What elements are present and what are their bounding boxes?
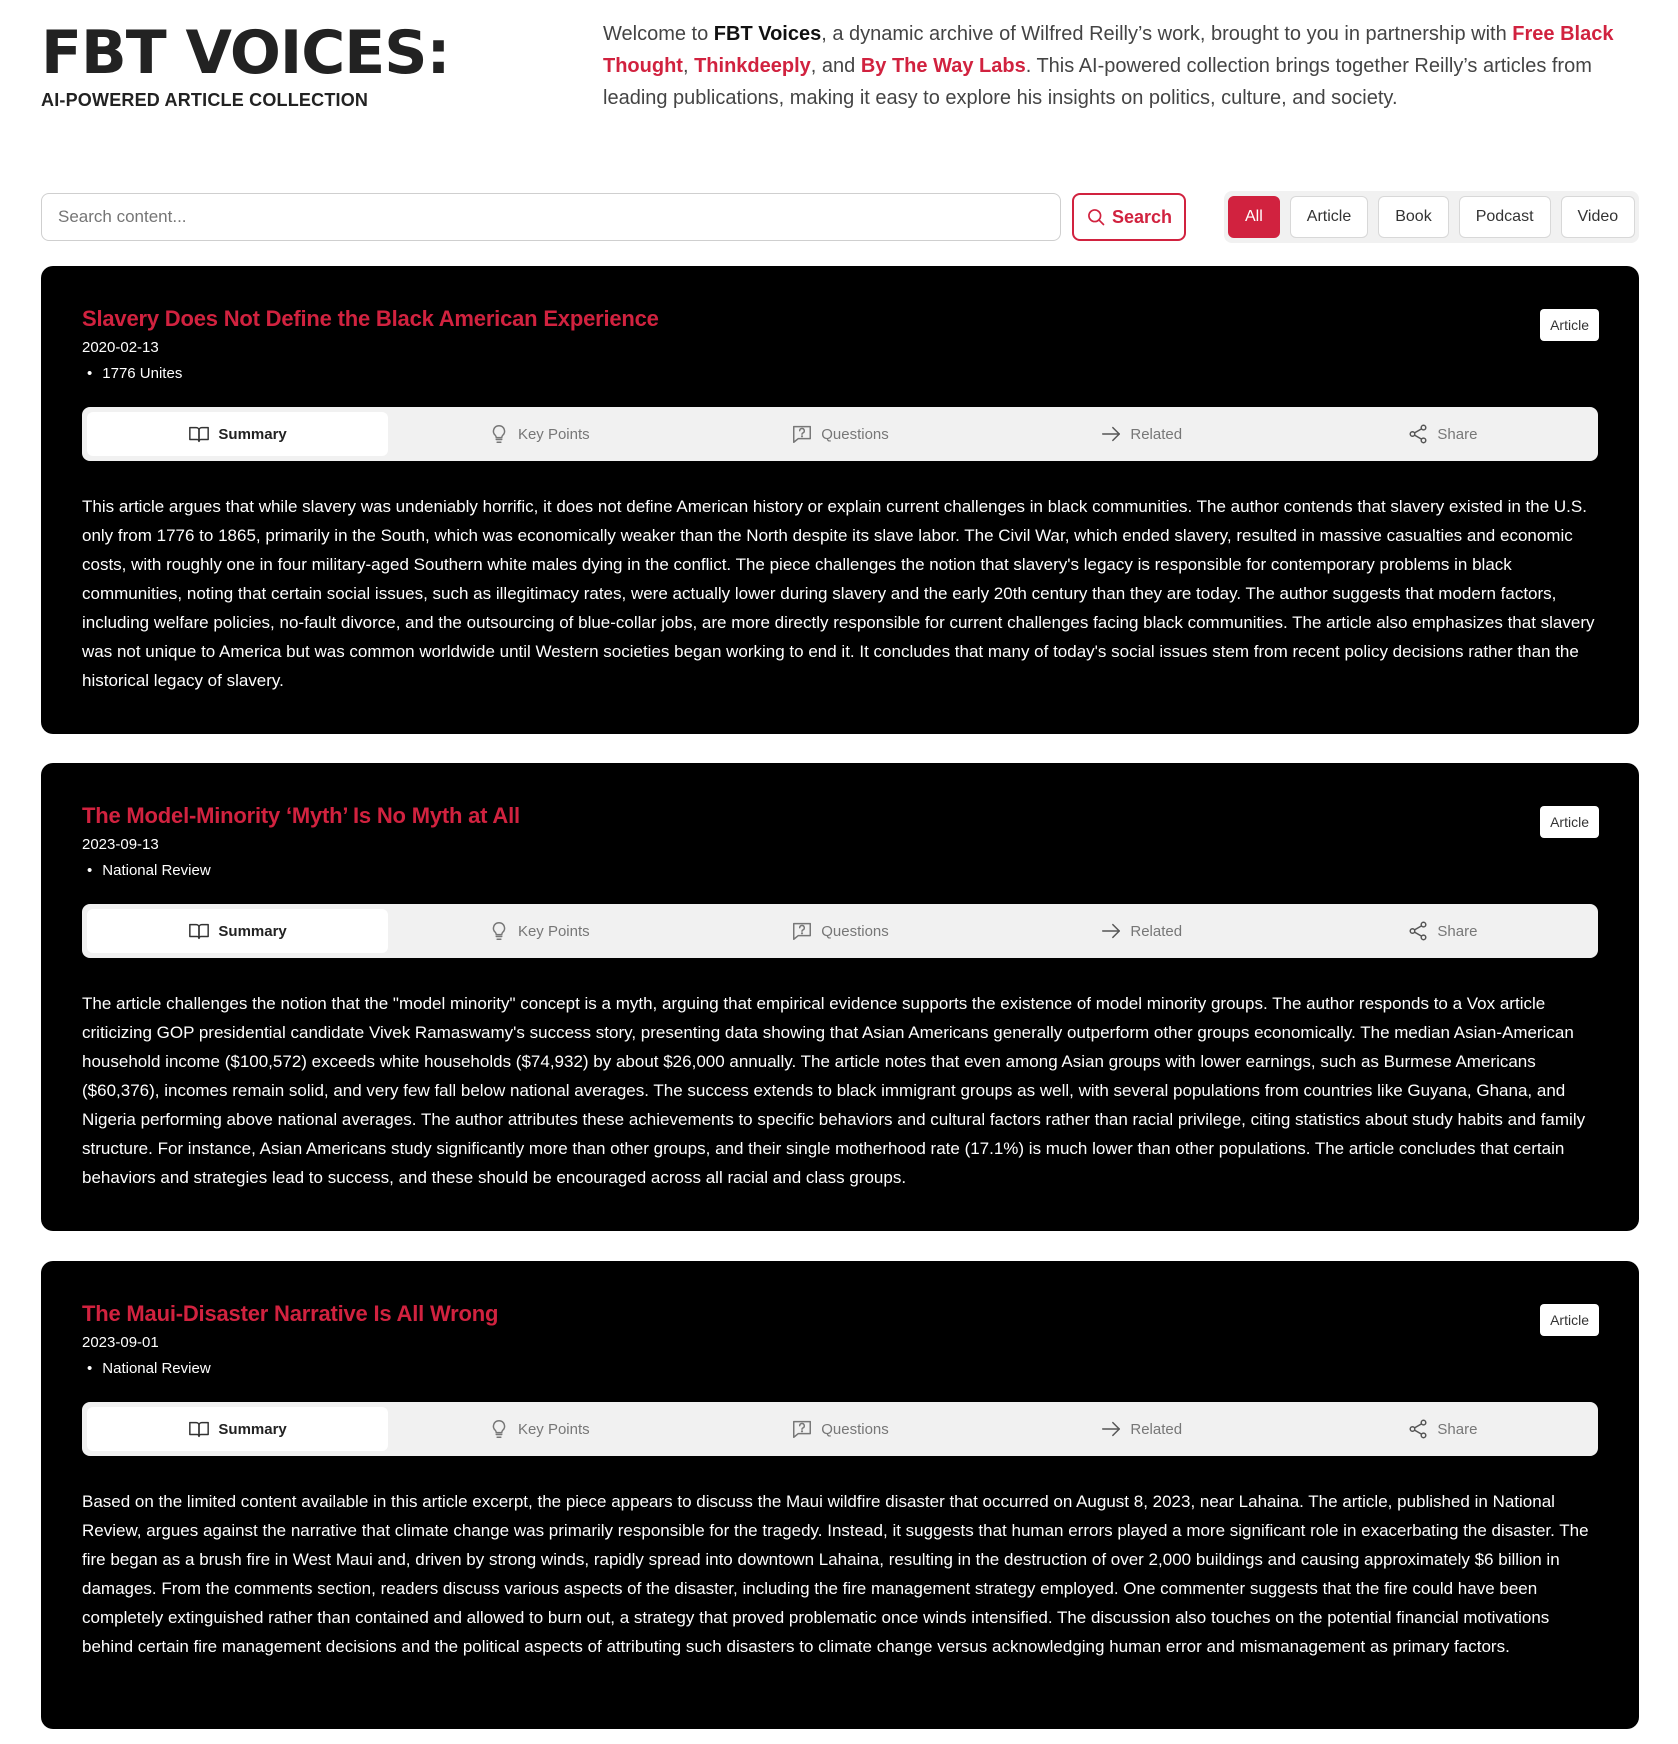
tab-summary[interactable]	[87, 1407, 388, 1451]
lightbulb-icon	[488, 920, 510, 942]
lightbulb-icon	[488, 423, 510, 445]
search-row	[41, 193, 1639, 245]
article-date: 2023-09-01	[82, 1334, 159, 1351]
intro-brand: FBT Voices	[713, 23, 822, 45]
partner-link-thinkdeeply[interactable]: Thinkdeeply	[694, 55, 811, 77]
article-source-label: 1776 Unites	[102, 365, 183, 382]
tab-questions[interactable]	[689, 412, 990, 456]
question-message-icon	[791, 1418, 813, 1440]
tab-label: Related	[1130, 425, 1183, 443]
tab-label: Share	[1437, 425, 1478, 443]
partner-link-free-black-thought[interactable]: Free Black Thought	[603, 23, 1614, 77]
share-icon	[1407, 920, 1429, 942]
tab-label: Key Points	[517, 1420, 590, 1438]
filter-podcast[interactable]: Podcast	[1459, 196, 1551, 238]
question-message-icon	[791, 920, 813, 942]
tab-related[interactable]	[991, 1407, 1292, 1451]
intro-part: . This AI-powered collection brings together Reilly’s articles from leading publications, making it easy to explore his insights on politics, culture, and society.	[603, 55, 1592, 109]
intro-separator: , and	[810, 55, 861, 77]
tab-questions[interactable]	[689, 1407, 990, 1451]
tab-key-points[interactable]	[388, 1407, 689, 1451]
article-card	[41, 763, 1639, 1231]
book-open-icon	[188, 1418, 210, 1440]
filter-book[interactable]: Book	[1378, 196, 1448, 238]
search-button[interactable]	[1072, 193, 1186, 241]
search-input[interactable]	[41, 193, 1061, 241]
tab-label: Share	[1437, 922, 1478, 940]
tab-label: Related	[1130, 1420, 1183, 1438]
tab-questions[interactable]	[689, 909, 990, 953]
site-subtitle: AI-POWERED ARTICLE COLLECTION	[41, 90, 369, 110]
partner-link-by-the-way-labs[interactable]: By The Way Labs	[860, 55, 1026, 77]
intro-text	[603, 18, 1623, 114]
question-message-icon	[791, 423, 813, 445]
search-icon	[1086, 207, 1106, 227]
tab-label: Questions	[821, 425, 889, 443]
article-title[interactable]: The Maui-Disaster Narrative Is All Wrong	[82, 1301, 499, 1326]
article-source: • 1776 Unites	[87, 365, 183, 382]
share-icon	[1407, 1418, 1429, 1440]
article-tabs	[82, 1402, 1598, 1456]
article-date: 2020-02-13	[82, 339, 159, 356]
article-tabs	[82, 407, 1598, 461]
tab-related[interactable]	[991, 412, 1292, 456]
tab-key-points[interactable]	[388, 412, 689, 456]
tab-label: Key Points	[517, 922, 590, 940]
article-card	[41, 266, 1639, 734]
share-icon	[1407, 423, 1429, 445]
article-source: • National Review	[87, 1360, 211, 1377]
tab-label: Summary	[218, 425, 287, 443]
article-date: 2023-09-13	[82, 836, 159, 853]
tab-summary[interactable]	[87, 909, 388, 953]
tab-label: Summary	[218, 922, 287, 940]
arrow-right-icon	[1100, 1418, 1122, 1440]
tab-related[interactable]	[991, 909, 1292, 953]
arrow-right-icon	[1100, 423, 1122, 445]
filter-video[interactable]: Video	[1561, 196, 1636, 238]
arrow-right-icon	[1100, 920, 1122, 942]
book-open-icon	[188, 423, 210, 445]
intro-part: , a dynamic archive of Wilfred Reilly’s work, brought to you in partnership with	[821, 23, 1513, 45]
article-source-label: National Review	[102, 1360, 211, 1377]
book-open-icon	[188, 920, 210, 942]
tab-label: Share	[1437, 1420, 1478, 1438]
intro-part: Welcome to	[603, 23, 714, 45]
tab-summary[interactable]	[87, 412, 388, 456]
tab-label: Related	[1130, 922, 1183, 940]
article-source-label: National Review	[102, 862, 211, 879]
brand	[41, 18, 449, 111]
article-summary: This article argues that while slavery was undeniably horrific, it does not define American history or explain current challenges in black communities. The author contends that slavery existed in the U.S. only from 1776 to 1865, primarily in the South, which was economically weaker than the North despite its slave labor. The Civil War, which ended slavery, resulted in massive casualties and economic costs, with roughly one in four military-aged Southern white males dying in the conflict. The piece challenges the notion that slavery's legacy is responsible for contemporary problems in black communities, noting that certain social issues, such as illegitimacy rates, were actually lower during slavery and the early 20th century than they are today. The author suggests that modern factors, including welfare policies, no-fault divorce, and the outsourcing of blue-collar jobs, are more directly responsible for current challenges facing black communities. The article also emphasizes that slavery was not unique to America but was common worldwide until Western societies began working to end it. It concludes that many of today's social issues stem from recent policy decisions rather than the historical legacy of slavery.	[82, 497, 1595, 690]
tab-label: Questions	[821, 922, 889, 940]
tab-share[interactable]	[1292, 909, 1593, 953]
article-tabs	[82, 904, 1598, 958]
tab-key-points[interactable]	[388, 909, 689, 953]
tab-share[interactable]	[1292, 412, 1593, 456]
article-card	[41, 1261, 1639, 1729]
article-summary: Based on the limited content available in this article excerpt, the piece appears to discuss the Maui wildfire disaster that occurred on August 8, 2023, near Lahaina. The article, published in National Review, argues against the narrative that climate change was primarily responsible for the tragedy. Instead, it suggests that human errors played a more significant role in exacerbating the disaster. The fire began as a brush fire in West Maui and, driven by strong winds, rapidly spread into downtown Lahaina, resulting in the destruction of over 2,000 buildings and causing approximately $6 billion in damages. From the comments section, readers discuss various aspects of the disaster, including the fire management strategy employed. One commenter suggests that the fire could have been completely extinguished rather than contained and allowed to burn out, a strategy that proved problematic once winds intensified. The discussion also touches on the potential financial motivations behind certain fire management decisions and the political aspects of attributing such disasters to climate change versus acknowledging human error and mismanagement as primary factors.	[82, 1492, 1589, 1656]
filter-article[interactable]: Article	[1290, 196, 1368, 238]
article-summary: The article challenges the notion that the "model minority" concept is a myth, arguing that empirical evidence supports the existence of model minority groups. The author responds to a Vox article criticizing GOP presidential candidate Vivek Ramaswamy's success story, presenting data showing that Asian Americans generally outperform other groups economically. The median Asian-American household income ($100,572) exceeds white households ($74,932) by about $26,000 annually. The article notes that even among Asian groups with lower earnings, such as Burmese Americans ($60,376), incomes remain solid, and very few fall below national averages. The success extends to black immigrant groups as well, with several populations from countries like Guyana, Ghana, and Nigeria performing above national averages. The author attributes these achievements to specific behaviors and cultural factors rather than racial privilege, citing statistics about study habits and family structure. For instance, Asian Americans study significantly more than other groups, and their single motherhood rate (17.1%) is much lower than other populations. The article concludes that certain behaviors and strategies lead to success, and these should be encouraged across all racial and class groups.	[82, 994, 1586, 1187]
article-source: • National Review	[87, 862, 211, 879]
search-button-label: Search	[1111, 206, 1173, 227]
tab-label: Key Points	[517, 425, 590, 443]
lightbulb-icon	[488, 1418, 510, 1440]
type-badge: Article	[1540, 806, 1599, 838]
intro-separator: ,	[682, 55, 695, 77]
filter-all[interactable]: All	[1228, 196, 1280, 238]
tab-label: Questions	[821, 1420, 889, 1438]
site-title: FBT VOICES:	[41, 18, 450, 88]
tab-label: Summary	[218, 1420, 287, 1438]
type-badge: Article	[1540, 309, 1599, 341]
tab-share[interactable]	[1292, 1407, 1593, 1451]
article-title[interactable]: Slavery Does Not Define the Black American Experience	[82, 306, 659, 331]
type-filter-group	[1224, 191, 1639, 243]
type-badge: Article	[1540, 1304, 1599, 1336]
article-title[interactable]: The Model-Minority ‘Myth’ Is No Myth at All	[82, 803, 520, 828]
